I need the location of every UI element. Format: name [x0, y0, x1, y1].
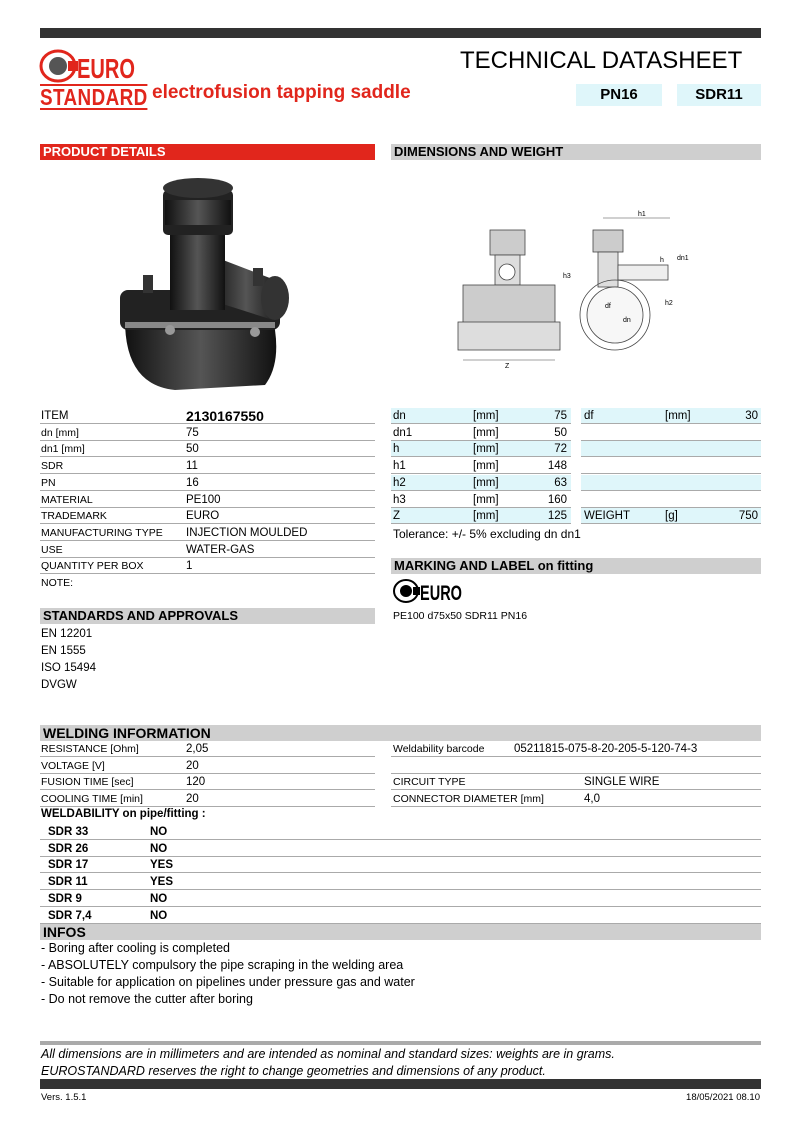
detail-value: PE100	[186, 493, 221, 506]
dimension-value-2: 750	[738, 510, 758, 523]
dimension-name: dn1	[393, 426, 413, 439]
detail-label: QUANTITY PER BOX	[41, 560, 144, 573]
weldability-sdr: SDR 9	[48, 892, 82, 905]
weldability-row	[40, 908, 761, 924]
page-title: TECHNICAL DATASHEET	[460, 47, 743, 74]
weldability-value: NO	[150, 842, 168, 855]
welding-value: 120	[186, 776, 206, 789]
product-image	[115, 170, 295, 395]
weldability-value: NO	[150, 892, 168, 905]
detail-value: 11	[186, 460, 198, 473]
detail-value: 2130167550	[186, 408, 264, 424]
dimension-unit: [mm]	[473, 410, 499, 422]
dimension-row	[391, 508, 571, 524]
weldability-row	[40, 891, 761, 907]
detail-label: TRADEMARK	[41, 510, 107, 523]
badge-pn: PN16	[576, 84, 662, 106]
detail-label: dn [mm]	[41, 426, 79, 439]
detail-value: 16	[186, 476, 199, 489]
diagram-label-dn: dn	[623, 317, 631, 324]
welding-row	[40, 741, 375, 757]
dimension-unit: [mm]	[473, 460, 499, 473]
welding-label-right: Weldability barcode	[393, 743, 485, 755]
tolerance-note: Tolerance: +/- 5% excluding dn dn1	[393, 527, 581, 541]
welding-row-right	[391, 774, 761, 790]
top-bar	[40, 28, 761, 38]
version: Vers. 1.5.1	[41, 1092, 87, 1103]
detail-row	[40, 558, 375, 574]
welding-value: 20	[186, 793, 199, 806]
badge-sdr: SDR11	[677, 84, 761, 106]
detail-value: EURO	[186, 510, 220, 523]
dimension-row	[391, 408, 571, 424]
dimension-value: 160	[547, 493, 567, 506]
marking-text: PE100 d75x50 SDR11 PN16	[393, 610, 528, 622]
info-item: - Boring after cooling is completed	[41, 941, 230, 955]
detail-value: WATER-GAS	[186, 543, 255, 556]
section-dimensions-weight: DIMENSIONS AND WEIGHT	[391, 144, 761, 160]
dimension-row-2	[581, 441, 761, 457]
welding-value: 2,05	[186, 743, 209, 755]
detail-label: dn1 [mm]	[41, 443, 85, 456]
dimension-row	[391, 425, 571, 441]
detail-row	[40, 508, 375, 524]
dimension-name-2: df	[584, 410, 594, 422]
detail-row	[40, 475, 375, 491]
welding-label: FUSION TIME [sec]	[41, 776, 134, 789]
detail-value: 50	[186, 443, 199, 456]
dimension-name: h	[393, 443, 400, 456]
detail-row	[40, 525, 375, 541]
welding-row-right	[391, 758, 761, 774]
welding-row	[40, 791, 375, 807]
weldability-sdr: SDR 11	[48, 876, 88, 889]
detail-label: PN	[41, 476, 56, 489]
detail-label: SDR	[41, 460, 64, 473]
standard-item: ISO 15494	[41, 662, 96, 674]
detail-row	[40, 575, 375, 591]
detail-label: MATERIAL	[41, 493, 93, 506]
weldability-sdr: SDR 7,4	[48, 909, 92, 922]
detail-row	[40, 542, 375, 558]
dimension-value: 63	[554, 476, 567, 489]
welding-value-right: 05211815-075-8-20-205-5-120-74-3	[514, 743, 698, 755]
welding-row	[40, 758, 375, 774]
dimension-row-2	[581, 508, 761, 524]
weldability-value: YES	[150, 859, 174, 872]
dimension-unit-2: [g]	[665, 510, 678, 523]
welding-value-right: SINGLE WIRE	[584, 776, 660, 789]
dimension-row	[391, 475, 571, 491]
weldability-value: NO	[150, 909, 168, 922]
weldability-sdr: SDR 26	[48, 842, 89, 855]
detail-row	[40, 408, 375, 424]
weldability-row	[40, 824, 761, 840]
weldability-sdr: SDR 33	[48, 826, 89, 838]
dimension-name-2: WEIGHT	[584, 510, 630, 523]
welding-value: 20	[186, 759, 199, 772]
detail-label: MANUFACTURING TYPE	[41, 526, 163, 539]
welding-value-right: 4,0	[584, 793, 600, 806]
footer-line-2: EUROSTANDARD reserves the right to change geometries and dimensions of any product.	[41, 1064, 546, 1078]
weldability-sdr: SDR 17	[48, 859, 89, 872]
welding-label: VOLTAGE [V]	[41, 759, 105, 772]
dimension-row-2	[581, 475, 761, 491]
section-welding: WELDING INFORMATION	[40, 725, 761, 741]
detail-value: INJECTION MOULDED	[186, 526, 308, 539]
marking-logo	[393, 578, 465, 604]
dimension-row-2	[581, 492, 761, 508]
welding-label: COOLING TIME [min]	[41, 793, 143, 806]
detail-value: 1	[186, 560, 193, 573]
weldability-title: WELDABILITY on pipe/fitting :	[41, 808, 206, 820]
welding-row-right	[391, 741, 761, 757]
welding-row-right	[391, 791, 761, 807]
section-standards: STANDARDS AND APPROVALS	[40, 608, 375, 624]
detail-label: USE	[41, 543, 63, 556]
section-infos: INFOS	[40, 924, 761, 940]
weldability-row	[40, 874, 761, 890]
weldability-row	[40, 857, 761, 873]
dimension-unit: [mm]	[473, 493, 499, 506]
standard-item: EN 1555	[41, 645, 86, 657]
weldability-row	[40, 841, 761, 857]
dimension-name: Z	[393, 510, 401, 523]
dimension-unit: [mm]	[473, 443, 499, 456]
dimension-name: h1	[393, 460, 406, 473]
dimension-unit: [mm]	[473, 476, 499, 489]
footer-divider	[40, 1041, 761, 1045]
diagram-label-df: df	[605, 303, 611, 310]
bottom-bar	[40, 1079, 761, 1089]
dimension-value: 125	[547, 510, 567, 523]
dimension-row-2	[581, 458, 761, 474]
dimension-row-2	[581, 425, 761, 441]
welding-label-right: CIRCUIT TYPE	[393, 776, 466, 789]
diagram-label-h3: h3	[563, 273, 571, 280]
infos-list	[41, 940, 415, 1008]
footer-note	[41, 1046, 615, 1080]
detail-row	[40, 492, 375, 508]
standards-list	[41, 626, 96, 694]
dimension-name: h2	[393, 476, 406, 489]
dimension-value: 148	[547, 460, 567, 473]
diagram-label-h1: h1	[638, 211, 646, 218]
dimension-value: 72	[554, 443, 567, 456]
logo-euro-text: EURO	[77, 53, 135, 84]
dimension-row	[391, 441, 571, 457]
info-item: - Do not remove the cutter after boring	[41, 992, 253, 1006]
detail-row	[40, 425, 375, 441]
weldability-value: NO	[150, 826, 168, 838]
marking-logo-text: EURO	[420, 582, 462, 605]
dimension-unit: [mm]	[473, 426, 499, 439]
section-marking: MARKING AND LABEL on fitting	[391, 558, 761, 574]
dimension-row	[391, 458, 571, 474]
detail-value: 75	[186, 426, 199, 439]
detail-row	[40, 458, 375, 474]
logo-standard-text: STANDARD	[40, 84, 148, 110]
diagram-label-h: h	[660, 257, 664, 264]
dimension-name: dn	[393, 410, 406, 422]
euro-logo	[40, 50, 136, 82]
footer-line-1: All dimensions are in millimeters and are intended as nominal and standard sizes: weights are in grams.	[41, 1047, 615, 1061]
diagram-label-z: Z	[505, 363, 510, 370]
info-item: - Suitable for application on pipelines under pressure gas and water	[41, 975, 415, 989]
detail-label: ITEM	[41, 410, 69, 422]
welding-row	[40, 774, 375, 790]
dimension-value: 50	[554, 426, 567, 439]
welding-label: RESISTANCE [Ohm]	[41, 743, 139, 755]
dimension-value: 75	[554, 410, 567, 422]
dimension-row	[391, 492, 571, 508]
standard-item: DVGW	[41, 679, 77, 691]
standard-item: EN 12201	[41, 628, 93, 640]
detail-label: NOTE:	[41, 577, 74, 589]
welding-label-right: CONNECTOR DIAMETER [mm]	[393, 793, 544, 806]
product-name: electrofusion tapping saddle	[152, 82, 411, 103]
info-item: - ABSOLUTELY compulsory the pipe scraping in the welding area	[41, 958, 404, 972]
dimension-unit: [mm]	[473, 510, 499, 523]
dimension-name: h3	[393, 493, 406, 506]
dimension-value-2: 30	[745, 410, 758, 422]
dimension-unit-2: [mm]	[665, 410, 691, 422]
dimension-row-2	[581, 408, 761, 424]
section-product-details: PRODUCT DETAILS	[40, 144, 375, 160]
detail-row	[40, 441, 375, 457]
weldability-value: YES	[150, 876, 174, 889]
print-date: 18/05/2021 08.10	[686, 1092, 760, 1103]
diagram-label-dn1: dn1	[677, 255, 689, 262]
diagram-label-h2: h2	[665, 300, 673, 307]
dimension-diagram	[455, 210, 690, 375]
